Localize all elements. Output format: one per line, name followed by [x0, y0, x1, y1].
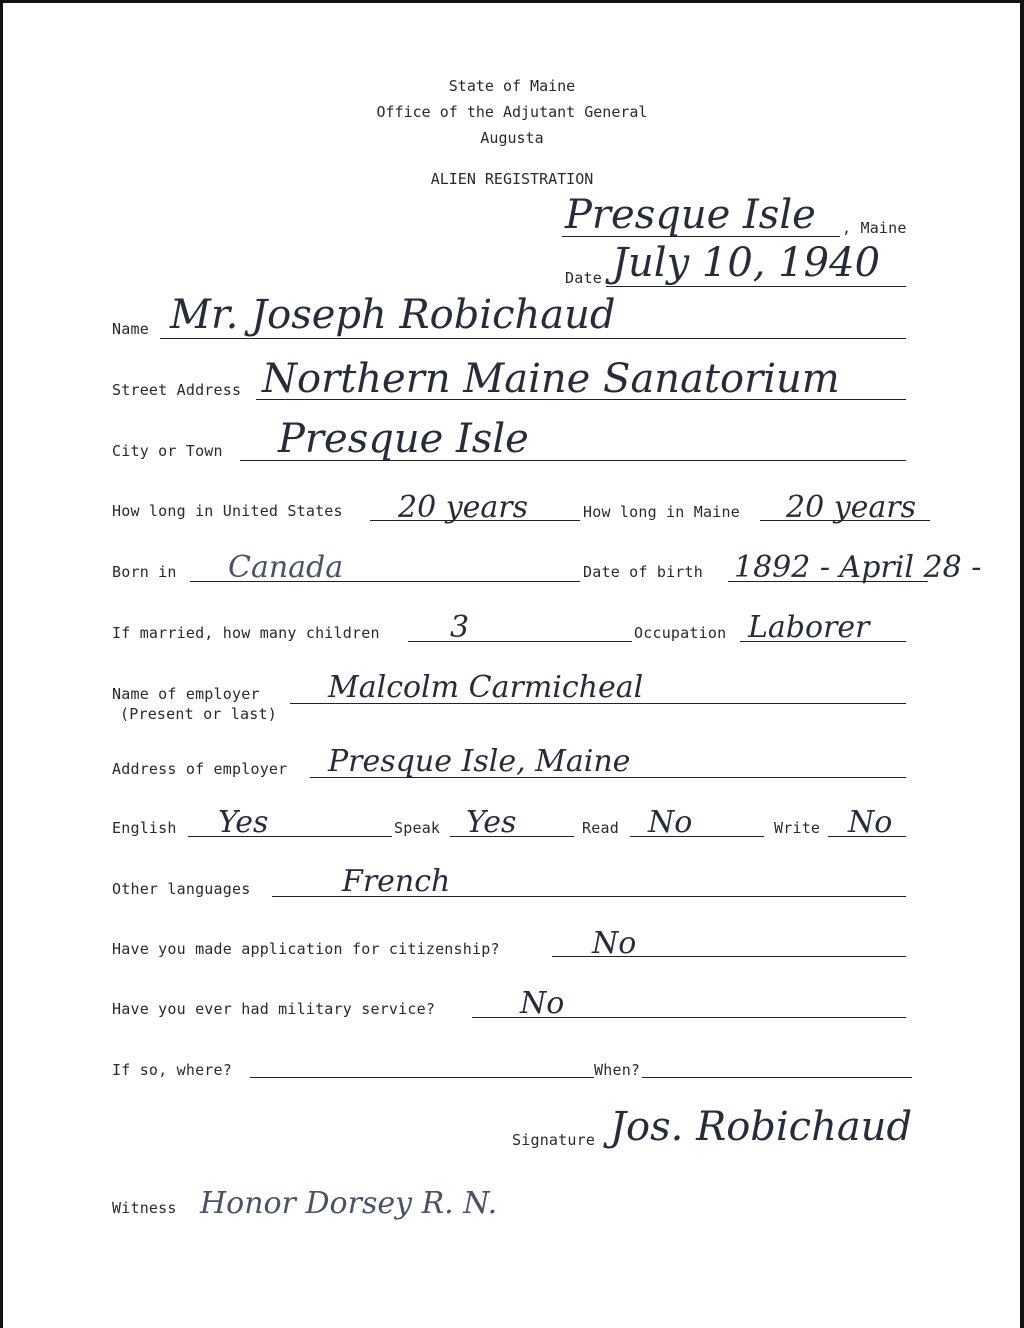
dob-value: 1892 - April 28 -	[734, 550, 982, 585]
date-value: July 10, 1940	[612, 240, 881, 286]
children-value: 3	[450, 610, 470, 645]
header-office: Office of the Adjutant General	[376, 103, 648, 121]
signature-value: Jos. Robichaud	[610, 1104, 913, 1150]
other-languages-value: French	[342, 864, 451, 899]
employer-line	[290, 703, 906, 704]
where-line	[250, 1077, 594, 1078]
when-label: When?	[594, 1061, 641, 1079]
employer-address-value: Presque Isle, Maine	[328, 744, 631, 779]
header-state: State of Maine	[448, 77, 576, 95]
form-title: ALIEN REGISTRATION	[430, 170, 594, 188]
date-line	[606, 286, 906, 287]
us-years-value: 20 years	[398, 490, 529, 525]
employer-address-line	[310, 777, 906, 778]
scan-border-left	[0, 0, 3, 1328]
write-line	[828, 836, 906, 837]
occupation-label: Occupation	[634, 624, 727, 642]
military-line	[472, 1017, 906, 1018]
dob-label: Date of birth	[583, 563, 703, 581]
witness-label: Witness	[112, 1199, 177, 1217]
write-label: Write	[774, 819, 821, 837]
employer-address-label: Address of employer	[112, 760, 288, 778]
us-years-line	[370, 520, 580, 521]
street-line	[256, 399, 906, 400]
english-label: English	[112, 819, 177, 837]
citizenship-value: No	[592, 926, 637, 961]
date-label: Date	[565, 269, 602, 287]
city-line	[240, 460, 906, 461]
dob-line	[728, 581, 928, 582]
name-value: Mr. Joseph Robichaud	[170, 292, 616, 338]
employer-label: Name of employer	[112, 685, 260, 703]
children-label: If married, how many children	[112, 624, 380, 642]
speak-value: Yes	[466, 805, 517, 840]
read-label: Read	[582, 819, 619, 837]
citizenship-line	[552, 956, 906, 957]
military-label: Have you ever had military service?	[112, 1000, 436, 1018]
read-value: No	[648, 805, 693, 840]
english-value: Yes	[218, 805, 269, 840]
military-value: No	[520, 986, 565, 1021]
place-city-value: Presque Isle	[565, 192, 816, 238]
other-languages-label: Other languages	[112, 880, 251, 898]
english-line	[188, 836, 392, 837]
us-years-label: How long in United States	[112, 502, 343, 520]
speak-line	[450, 836, 574, 837]
name-label: Name	[112, 320, 149, 338]
witness-value: Honor Dorsey R. N.	[200, 1186, 498, 1221]
other-languages-line	[272, 896, 906, 897]
place-line	[562, 236, 840, 237]
born-label: Born in	[112, 563, 177, 581]
employer-value: Malcolm Carmicheal	[328, 670, 644, 705]
maine-years-label: How long in Maine	[583, 503, 740, 521]
born-line	[190, 581, 580, 582]
place-suffix: , Maine	[842, 219, 907, 237]
speak-label: Speak	[394, 819, 441, 837]
where-label: If so, where?	[112, 1061, 232, 1079]
street-label: Street Address	[112, 381, 242, 399]
city-value: Presque Isle	[278, 416, 529, 462]
when-line	[642, 1077, 912, 1078]
children-line	[408, 641, 632, 642]
city-label: City or Town	[112, 442, 223, 460]
read-line	[630, 836, 764, 837]
born-value: Canada	[228, 550, 344, 585]
street-value: Northern Maine Sanatorium	[262, 356, 840, 402]
maine-years-line	[760, 520, 930, 521]
scan-border-top	[0, 0, 1024, 3]
write-value: No	[848, 805, 893, 840]
occupation-value: Laborer	[748, 610, 870, 645]
citizenship-label: Have you made application for citizenship?	[112, 940, 500, 958]
occupation-line	[740, 641, 906, 642]
scan-border-right	[1020, 0, 1024, 1328]
header-city: Augusta	[480, 129, 544, 147]
name-line	[160, 338, 906, 339]
employer-sublabel: (Present or last)	[120, 705, 277, 723]
signature-label: Signature	[512, 1131, 596, 1149]
maine-years-value: 20 years	[786, 490, 917, 525]
